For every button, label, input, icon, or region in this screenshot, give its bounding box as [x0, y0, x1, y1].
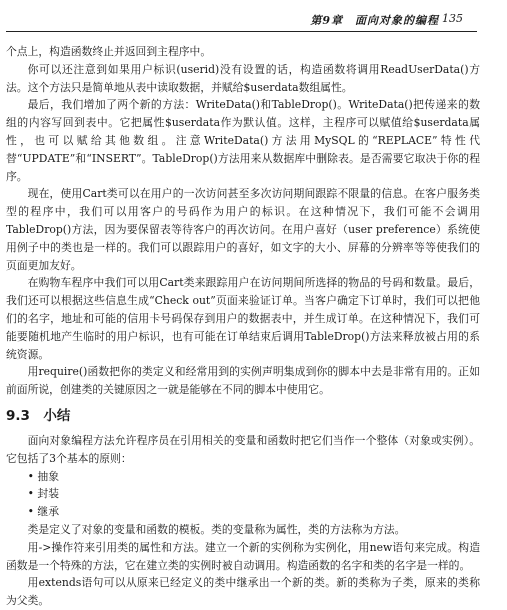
paragraph: 个点上，构造函数终止并返回到主程序中。	[6, 45, 212, 58]
paragraph: 最后，我们增加了两个新的方法：WriteData()和TableDrop()。WriteData()把传递来的数组的内容写回到表中。它把属性$userdata作为默认值。这样，主程序可以赋值给$userdata属性，也可以赋给其他数组。注意WriteData()方法用MySQL的“REPLACE”特性代替“UPDATE”和“INSERT”。TableDrop()方法用来从数据库中删除表。是否需要它取决于你的程序。	[6, 98, 480, 183]
paragraph: 你可以还注意到如果用户标识(userid)没有设置的话，构造函数将调用ReadUserData()方法。这个方法只是简单地从表中读取数据，并赋给$userdata数组属性。	[6, 62, 480, 94]
section-heading: 9.3 小结	[6, 407, 71, 424]
paragraph: 用extends语句可以从原来已经定义的类中继承出一个新的类。新的类称为子类，原来的类称为父类。	[6, 576, 480, 608]
paragraph: 现在，使用Cart类可以在用户的一次访问甚至多次访问期间跟踪不限量的信息。在客户服务类型的程序中，我们可以用客户的号码作为用户的标识。在这种情况下，我们可能不会调用TableDrop()方法，因为要保留表等待客户的再次访问。在用户喜好（user preference）系统使用例子中的类也是一样的。我们可以跟踪用户的喜好，如文字的大小、屏幕的分辨率等等使我们的页面更加友好。	[6, 187, 480, 272]
paragraph: 用->操作符来引用类的属性和方法。建立一个新的实例称为实例化，用new语句来完成。构造函数是一个特殊的方法，它在建立类的实例时被自动调用。构造函数的名字和类的名字是一样的。	[6, 540, 480, 572]
list-item: • 抽象	[6, 468, 480, 486]
list-item: • 继承	[6, 503, 480, 521]
paragraph: 面向对象编程方法允许程序员在引用相关的变量和函数时把它们当作一个整体（对象或实例）。它包括了3个基本的原则：	[6, 433, 480, 465]
page-number: 135	[442, 12, 463, 25]
header-rule	[6, 31, 477, 32]
paragraph: 在购物车程序中我们可以用Cart类来跟踪用户在访问期间所选择的物品的号码和数量。最后，我们还可以根据这些信息生成“Check out”页面来验证订单。当客户确定下订单时，我们可以把他们的名字，地址和可能的信用卡号码保存到用户的数据表中，并生成订单。在这种情况下，我们可能要随机地产生临时的用户标识，也有可能在订单结束后调用TableDrop()方法来释放被占用的系统资源。	[6, 276, 480, 361]
page-body	[6, 43, 480, 610]
page-header	[0, 0, 507, 38]
chapter-title: 第9章 面向对象的编程	[310, 14, 439, 27]
paragraph: 类是定义了对象的变量和函数的模板。类的变量称为属性，类的方法称为方法。	[27, 522, 406, 536]
list-item: • 封装	[6, 485, 480, 503]
principles-list	[6, 468, 480, 521]
paragraph: 用require()函数把你的类定义和经常用到的实例声明集成到你的脚本中去是非常有用的。正如前面所说，创建类的关键原因之一就是能够在不同的脚本中使用它。	[6, 365, 480, 397]
